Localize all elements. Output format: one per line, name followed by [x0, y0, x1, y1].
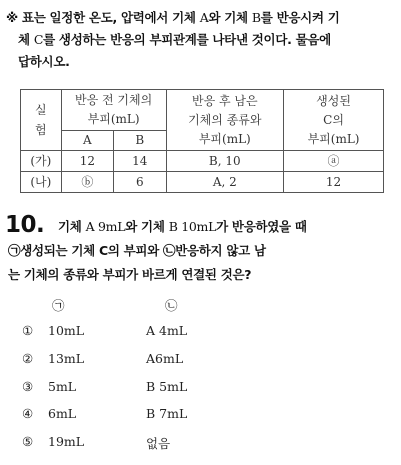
choice-header-2: ㉡	[165, 298, 178, 313]
question-body	[8, 239, 390, 287]
question-line-1: 기체 A 9mL와 기체 B 10mL가 반응하였을 때	[58, 219, 307, 234]
header-experiment: 실 험	[21, 90, 62, 151]
table-row: (가) 12 14 B, 10 ⓐ	[21, 151, 384, 172]
question-line-2: ㉠생성되는 기체 C의 부피와 ㉡반응하지 않고 남	[8, 243, 266, 258]
reference-mark: ※	[6, 10, 18, 25]
header-gas-a: A	[61, 131, 113, 151]
header-after-gas: 반응 후 남은 기체의 종류와 부피(mL)	[166, 90, 284, 151]
question-line-3: 는 기체의 종류와 부피가 바르게 연결된 것은?	[8, 267, 252, 282]
header-product-volume: 생성된 C의 부피(mL)	[284, 90, 384, 151]
intro-line-2: 체 C를 생성하는 반응의 부피관계를 나타낸 것이다. 물음에	[18, 32, 331, 47]
header-gas-b: B	[114, 131, 166, 151]
header-before-volume: 반응 전 기체의 부피(mL)	[61, 90, 166, 131]
problem-intro	[6, 7, 394, 73]
reaction-volume-table	[20, 89, 384, 193]
question-number: 10.	[5, 212, 45, 238]
intro-line-1: ※ 표는 일정한 온도, 압력에서 기체 A와 기체 B를 반응시켜 기	[6, 10, 340, 25]
table-row: (나) ⓑ 6 A, 2 12	[21, 172, 384, 193]
choice-header-1: ㉠	[52, 298, 65, 313]
intro-line-3: 답하시오.	[18, 54, 70, 69]
